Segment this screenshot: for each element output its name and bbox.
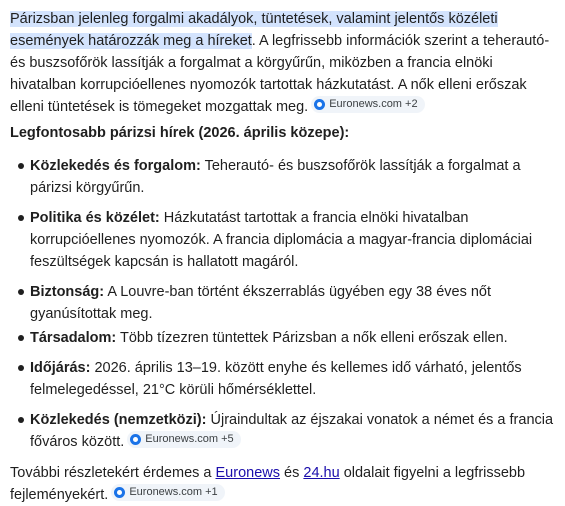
- intro-paragraph: [10, 8, 558, 118]
- euronews-link[interactable]: Euronews: [215, 465, 280, 481]
- item-text: Házkutatást tartottak a francia elnöki hivatalban korrupcióellenes nyomozók. A francia diplomácia a magyar-francia diplomáciai feszültségek kapcsán is hallatott magáról.: [30, 210, 533, 270]
- euronews-icon: [314, 99, 325, 110]
- 24hu-link[interactable]: 24.hu: [303, 465, 340, 481]
- item-title: Biztonság:: [30, 284, 105, 300]
- footer-paragraph: [10, 462, 558, 506]
- item-title: Társadalom:: [30, 330, 117, 346]
- euronews-icon: [130, 434, 141, 445]
- list-item-society: [10, 327, 558, 349]
- source-chip-label: Euronews.com +2: [329, 98, 418, 110]
- list-item-traffic: [10, 155, 558, 199]
- item-text: Újraindultak az éjszakai vonatok a német és a francia főváros között.: [30, 412, 554, 450]
- bullet-dot: [18, 215, 24, 221]
- highlighted-summary: Párizsban jelenleg forgalmi akadályok, tüntetések, valamint jelentős közéleti események határozzák meg a híreket: [10, 11, 498, 49]
- bullet-dot: [18, 163, 24, 169]
- list-item-security: [10, 281, 558, 325]
- source-chip-transport[interactable]: [127, 431, 240, 448]
- euronews-icon: [114, 487, 125, 498]
- footer-text-post: oldalait figyelni a legfrissebb fejleményekért.: [10, 465, 526, 503]
- footer-text-pre: További részletekért érdemes a: [10, 465, 216, 481]
- item-text: A Louvre-ban történt ékszerrablás ügyében egy 38 éves nőt gyanúsítottak meg.: [30, 284, 492, 322]
- source-chip-label: Euronews.com +5: [145, 433, 234, 445]
- source-chip-label: Euronews.com +1: [129, 486, 218, 498]
- section-heading: Legfontosabb párizsi hírek (2026. április közepe):: [10, 125, 350, 141]
- item-title: Közlekedés (nemzetközi):: [30, 412, 207, 428]
- footer-text-mid: és: [280, 465, 304, 481]
- item-text: Több tízezren tüntettek Párizsban a nők elleni erőszak ellen.: [116, 330, 508, 346]
- bullet-dot: [18, 289, 24, 295]
- bullet-dot: [18, 417, 24, 423]
- bullet-dot: [18, 365, 24, 371]
- list-item-politics: [10, 207, 558, 273]
- item-text: 2026. április 13–19. között enyhe és kellemes idő várható, jelentős felmelegedéssel, 21°C körüli hőmérséklettel.: [30, 360, 522, 398]
- source-chip-footer[interactable]: [111, 484, 224, 501]
- item-title: Közlekedés és forgalom:: [30, 158, 201, 174]
- intro-text: . A legfrissebb információk szerint a teherautó- és buszsofőrök lassítják a forgalmat a körgyűrűn, miközben a francia elnöki hivatalban korrupcióellenes nyomozók tartottak házkutatást. A nők elleni erőszak elleni tüntetések is tömegeket mozgattak meg.: [10, 33, 550, 115]
- item-title: Időjárás:: [30, 360, 91, 376]
- list-item-weather: [10, 357, 558, 401]
- list-item-international-transport: [10, 409, 558, 453]
- bullet-dot: [18, 335, 24, 341]
- item-text: Teherautó- és buszsofőrök lassítják a forgalmat a párizsi körgyűrűn.: [30, 158, 521, 196]
- source-chip-intro[interactable]: [311, 96, 424, 113]
- item-title: Politika és közélet:: [30, 210, 160, 226]
